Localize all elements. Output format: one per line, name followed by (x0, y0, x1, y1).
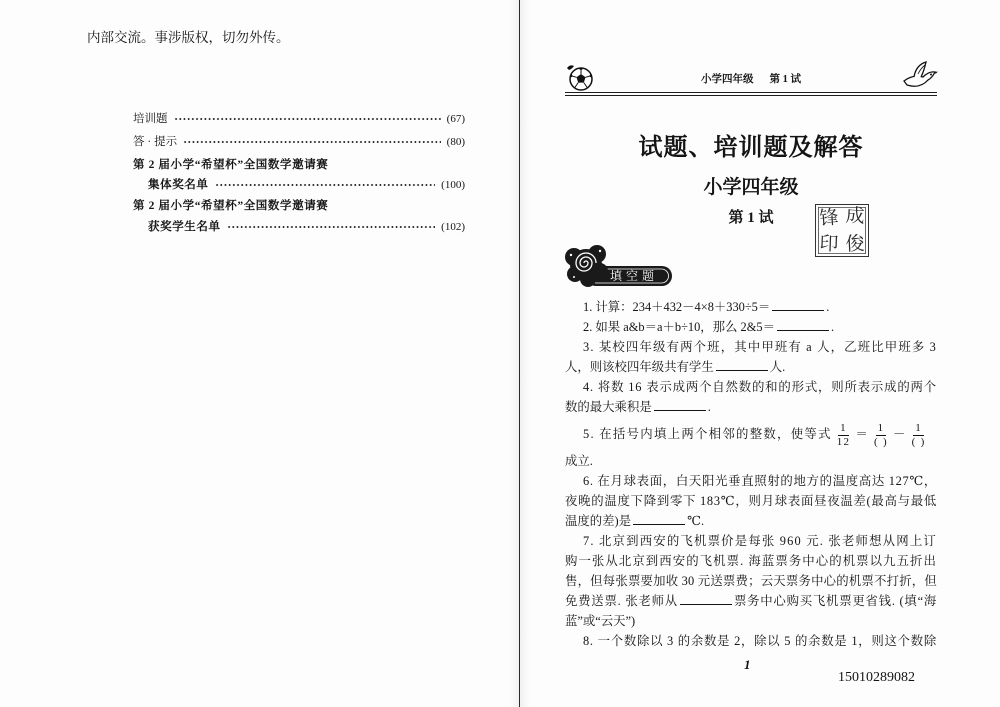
dot-leader (174, 117, 441, 121)
question-list (565, 297, 937, 651)
question-segment: 5. 在括号内填上两个相邻的整数，使等式 (583, 427, 832, 441)
question-text (583, 417, 931, 451)
question-segment: 人，则该校四年级共有学生 (565, 360, 714, 374)
fraction-numerator: 1 (877, 421, 885, 434)
running-header-test: 第 1 试 (769, 74, 801, 85)
question-text (565, 571, 937, 591)
seal-stamp (815, 204, 869, 257)
question-segment: 售，但每张票要加收 30 元送票费；云天票务中心的机票不打折，但 (565, 574, 937, 588)
running-header-grade: 小学四年级 (701, 74, 754, 85)
question-6 (565, 471, 937, 491)
fraction (910, 422, 928, 449)
toc-page-number: (100) (441, 179, 465, 191)
question-text (583, 377, 937, 397)
page-gutter-line (519, 0, 520, 707)
question-3 (565, 337, 937, 357)
question-7-continued (565, 571, 937, 591)
fraction (835, 422, 853, 449)
question-7-continued (565, 551, 937, 571)
answer-blank (777, 318, 829, 331)
question-text (565, 511, 704, 531)
question-1 (565, 297, 937, 317)
question-5 (565, 417, 937, 451)
answer-blank (716, 358, 768, 371)
fraction (872, 422, 890, 449)
question-segment: . (830, 320, 835, 334)
question-text (565, 451, 593, 471)
toc-group-heading (133, 157, 465, 173)
fraction-denominator: ( ) (874, 435, 888, 448)
toc-entry-title: 答 · 提示 (133, 136, 178, 148)
fraction-numerator: 1 (840, 421, 847, 434)
fraction-numerator: 1 (915, 421, 923, 434)
question-segment: 成立. (565, 454, 593, 468)
toc-entry (133, 111, 465, 127)
dot-leader (215, 183, 436, 187)
answer-blank (633, 512, 685, 525)
question-segment: . (707, 400, 711, 414)
question-segment: ℃. (687, 514, 705, 528)
chapter-title: 试题、培训题及解答 (638, 135, 864, 161)
question-segment: 人. (769, 360, 786, 374)
question-text (565, 357, 785, 377)
question-text (583, 297, 829, 317)
question-7 (565, 531, 937, 551)
question-segment: 6. 在月球表面，白天阳光垂直照射的地方的温度高达 127℃， (583, 474, 937, 488)
question-text (583, 337, 937, 357)
question-text (565, 551, 937, 571)
stamp-char: 印 (819, 231, 839, 255)
toc-page-number: (67) (446, 113, 465, 125)
question-text (565, 397, 711, 417)
question-4-continued (565, 397, 937, 417)
question-segment: ＝ (855, 427, 870, 441)
copyright-notice: 内部交流。事涉版权，切勿外传。 (87, 30, 290, 45)
toc-entry (148, 177, 465, 193)
question-text (583, 631, 937, 651)
question-segment: . (826, 300, 830, 314)
dot-leader (183, 140, 441, 144)
question-text (583, 317, 834, 337)
phone-number: 15010289082 (838, 670, 915, 685)
question-segment: 票务中心购买飞机票更省钱. (填“海 (733, 594, 937, 608)
stamp-char: 锋 (818, 206, 840, 230)
toc-heading-text: 第 2 届小学“希望杯”全国数学邀请赛 (133, 159, 329, 171)
bird-icon (901, 59, 938, 93)
question-text (565, 491, 937, 511)
question-segment: 夜晚的温度下降到零下 183℃，则月球表面昼夜温差(最高与最低 (565, 494, 937, 508)
stamp-char: 俊 (844, 231, 866, 255)
question-segment: 温度的差)是 (565, 514, 632, 528)
section-label-fill-in-blank: 填空题 (609, 269, 658, 283)
toc-entry (148, 219, 465, 235)
question-7-continued (565, 591, 937, 611)
question-6-continued (565, 491, 937, 511)
question-7-continued (565, 611, 937, 631)
question-3-continued (565, 357, 937, 377)
question-text (565, 591, 937, 611)
running-header (565, 73, 937, 87)
page-number: 1 (744, 657, 751, 672)
question-6-continued (565, 511, 937, 531)
stamp-char: 成 (845, 204, 866, 228)
question-text (583, 531, 937, 551)
dot-leader (227, 225, 436, 229)
question-text (565, 611, 635, 631)
answer-blank (654, 398, 706, 411)
question-segment: － (892, 427, 907, 441)
grade-heading: 小学四年级 (703, 177, 799, 198)
fraction-denominator: ( ) (911, 435, 926, 448)
toc-group-heading (133, 198, 465, 214)
answer-blank (680, 592, 732, 605)
toc-page-number: (80) (446, 136, 465, 148)
answer-blank (772, 298, 824, 311)
question-segment: 7. 北京到西安的飞机票价是每张 960 元. 张老师想从网上订 (583, 534, 937, 548)
toc-entry-title: 获奖学生名单 (148, 221, 221, 233)
toc-entry-title: 集体奖名单 (148, 179, 209, 191)
question-segment: 购一张从北京到西安的飞机票. 海蓝票务中心的机票以九五折出 (565, 554, 937, 568)
question-segment: 4. 将数 16 表示成两个自然数的和的形式，则所表示成的两个 (583, 380, 937, 394)
question-segment: 8. 一个数除以 3 的余数是 2，除以 5 的余数是 1，则这个数除 (583, 634, 937, 648)
question-segment: 2. 如果 a&b＝a＋b÷10，那么 2&5＝ (583, 320, 775, 334)
table-of-contents (133, 111, 465, 241)
fraction-denominator: 12 (836, 435, 851, 448)
toc-entry-title: 培训题 (133, 113, 168, 125)
question-segment: 1. 计算：234＋432－4×8＋330÷5＝ (583, 300, 771, 314)
question-8 (565, 631, 937, 651)
question-5-continued (565, 451, 937, 471)
toc-entry (133, 134, 465, 150)
question-segment: 蓝”或“云天”) (565, 614, 636, 628)
header-double-rule (565, 92, 937, 96)
test-heading: 第 1 试 (728, 210, 774, 226)
question-segment: 免费送票. 张老师从 (565, 594, 678, 608)
question-2 (565, 317, 937, 337)
question-segment: 3. 某校四年级有两个班，其中甲班有 a 人，乙班比甲班多 3 (583, 340, 937, 354)
question-text (583, 471, 937, 491)
toc-page-number: (102) (441, 221, 465, 233)
toc-heading-text: 第 2 届小学“希望杯”全国数学邀请赛 (133, 200, 329, 212)
question-segment: 数的最大乘积是 (565, 400, 652, 414)
question-4 (565, 377, 937, 397)
